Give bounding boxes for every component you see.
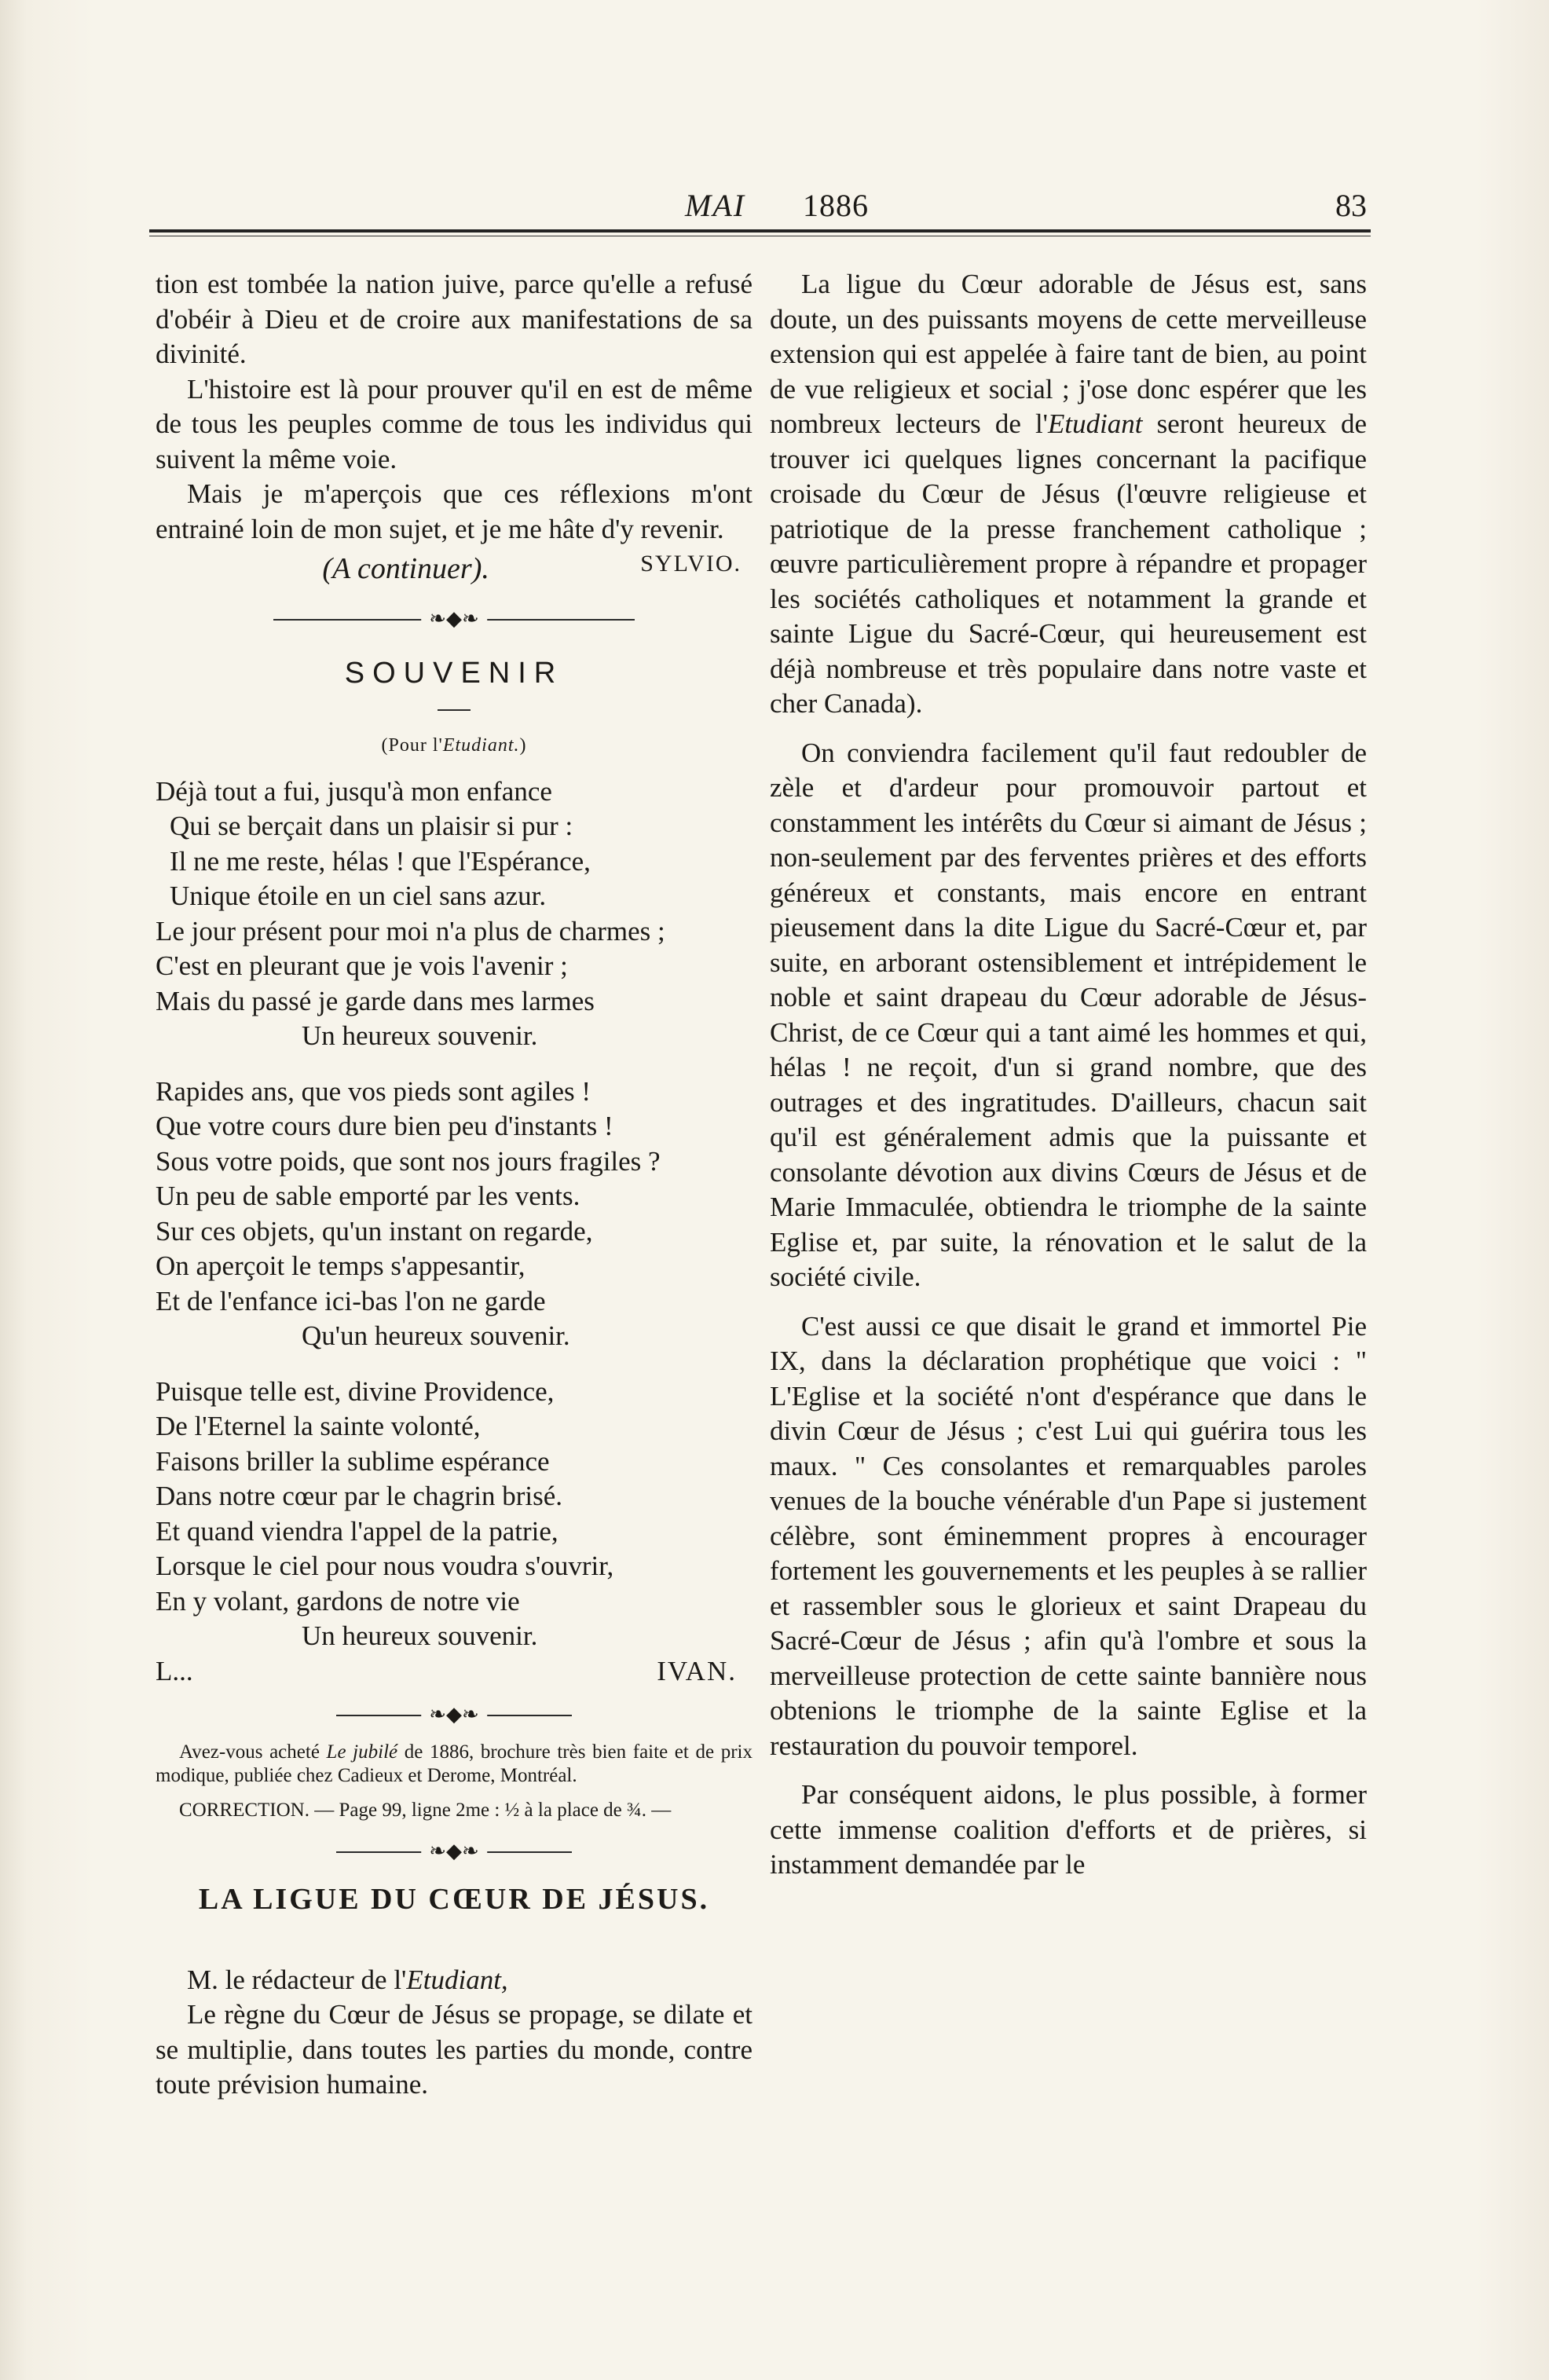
header-month: MAI [685,188,746,223]
paragraph-histoire: L'histoire est là pour prouver qu'il en est de même de tous les peuples comme de tous les individus qui suivent la même voie. [156,373,753,474]
poem-line: Sous votre poids, que sont nos jours fragiles ? [156,1145,661,1177]
page-header [157,187,1367,234]
ornament-icon: ❧◆❧ [421,1837,487,1866]
poem-line: Le jour présent pour moi n'a plus de charmes ; [156,915,665,947]
poem-line: Puisque telle est, divine Providence, [156,1375,555,1407]
ornament-icon: ❧◆❧ [421,1701,487,1729]
header-rule-thick [149,229,1371,233]
poem-refrain: Qu'un heureux souvenir. [302,1320,570,1351]
poem-refrain: Un heureux souvenir. [302,1020,538,1051]
poem-line: Et quand viendra l'appel de la patrie, [156,1515,558,1547]
ligue-etudiant: Etudiant [1047,408,1143,439]
notice-jubile [156,1741,753,1788]
paragraph-regne: Le règne du Cœur de Jésus se propage, se dilate et se multiplie, dans toutes les parties du monde, contre toute prévision humaine. [156,1999,753,2100]
salutation-name: Etudiant, [406,1964,508,1995]
poem-line: Lorsque le ciel pour nous voudra s'ouvrir, [156,1551,614,1581]
paragraph-aidons: Par conséquent aidons, le plus possible, à former cette immense coalition d'efforts et de prières, si instamment demandée par le [770,1779,1367,1880]
poem-line: Sur ces objets, qu'un instant on regarde, [156,1215,593,1247]
poem-line: Que votre cours dure bien peu d'instants ! [156,1111,613,1141]
poem-line: On aperçoit le temps s'appesantir, [156,1250,525,1281]
notice-text-a: Avez-vous acheté [179,1741,327,1763]
left-column [156,267,753,2103]
reflexions-text: Mais je m'aperçois que ces réflexions m'ont entrainé loin de mon sujet, et je me hâte d'y revenir. [156,478,753,544]
poem-line: Il ne me reste, hélas ! que l'Espérance, [170,845,591,877]
page-number: 83 [1335,188,1367,223]
header-year: 1886 [803,188,869,223]
poem-line: Un peu de sable emporté par les vents. [156,1181,580,1211]
paragraph-conviendra: On conviendra facilement qu'il faut redoubler de zèle et d'ardeur pour promouvoir partout et constamment les intérêts du Cœur si aimant de Jésus ; non-seulement par des ferventes prières et des efforts généreux et constants, mais encore en entrant pieusement dans la dite Ligue du Sacré-Cœur et, par suite, en arborant ostensiblement et intrépidement le noble et saint drapeau du Cœur adorable de Jésus-Christ, de ce Cœur qui a tant aimé les hommes et qui, hélas ! ne reçoit, d'un si grand nombre, que des outrages et des ingratitudes. D'ailleurs, chacun sait qu'il est généralement admis que la puissante et consolante dévotion aux divins Cœurs de Jésus et de Marie Immaculée, obtiendra le triomphe de la sainte Eglise et, par suite, la rénovation et le salut de la société civile. [770,737,1367,1292]
to-be-continued: (A continuer). [322,552,489,585]
ligue-text-b: seront heureux de trouver ici quelques lignes concernant la pacifique croisade du Cœur de Jésus (l'œuvre religieuse et patriotique de la presse franchement catholique ; œuvre particulièrement propre à répandre et propager les sociétés catholiques et notamment la grande et sainte Ligue du Sacré-Cœur, qui heureusement est déjà nombreuse et très populaire dans notre vaste et cher Canada). [770,408,1368,719]
poem-signature [156,1654,753,1690]
correction-note: CORRECTION. — Page 99, ligne 2me : ½ à la place de ¾. — [179,1800,672,1821]
poem-souvenir [156,774,753,1690]
souvenir-title: SOUVENIR [344,656,564,690]
poem-line: Dans notre cœur par le chagrin brisé. [156,1481,562,1511]
pour-prefix: (Pour l' [381,735,443,756]
ornament-icon: ❧◆❧ [421,605,487,633]
salutation-text: M. le rédacteur de l' [187,1964,407,1995]
poem-line: Déjà tout a fui, jusqu'à mon enfance [156,775,552,807]
ornament-divider [273,606,635,630]
editor-salutation [156,1963,753,1998]
ligue-text-a: La ligue du Cœur adorable de Jésus est, sans doute, un des puissants moyens de cette merveilleuse extension qui est appelée à faire tant de bien, au point de vue religieux et social ; j'ose donc espérer que les nombreux lecteurs de l' [770,269,1367,439]
signature-ivan: IVAN. [657,1655,737,1686]
poem-line: En y volant, gardons de notre vie [156,1585,520,1617]
paragraph-ligue-moyen [770,267,1367,722]
poem-line: De l'Eternel la sainte volonté, [156,1411,481,1441]
signature-initial: L... [156,1655,193,1686]
pour-name: Etudiant. [442,735,520,756]
pour-suffix: ) [519,735,527,756]
poem-line: Qui se berçait dans un plaisir si pur : [170,811,573,841]
poem-line: Rapides ans, que vos pieds sont agiles ! [156,1075,591,1107]
pour-etudiant [156,728,753,763]
ornament-divider [336,1840,572,1862]
poem-line: Et de l'enfance ici-bas l'on ne garde [156,1285,546,1316]
notice-title: Le jubilé [326,1741,398,1763]
poem-line: C'est en pleurant que je vois l'avenir ; [156,950,568,981]
ornament-divider [336,1703,572,1726]
poem-line: Faisons briller la sublime espérance [156,1445,550,1477]
ligue-title: LA LIGUE DU CŒUR DE JÉSUS. [198,1883,710,1916]
signature-sylvio: SYLVIO. [640,551,742,577]
paragraph-pie-ix: C'est aussi ce que disait le grand et immortel Pie IX, dans la déclaration prophétique que voici : " L'Eglise et la société n'ont d'espérance que dans le divin Cœur de Jésus ; c'est Lui qui guérira tous les maux. " Ces consolantes et remarquables paroles venues de la bouche vénérable d'un Pape si justement célèbre, sont éminemment propres à encourager fortement les gouvernements et les peuples à se rallier et rassembler sous le glorieux et saint Drapeau du Sacré-Cœur de Jésus ; afin qu'à l'ombre et sous la merveilleuse protection de cette sainte bannière nous obtenions le triomphe de la sainte Eglise et la restauration du pouvoir temporel. [770,1310,1367,1761]
paragraph-continued: tion est tombée la nation juive, parce qu'elle a refusé d'obéir à Dieu et de croire aux manifestations de sa divinité. [156,269,753,369]
right-column [770,267,1367,1883]
short-rule [438,709,471,711]
poem-refrain: Un heureux souvenir. [302,1620,538,1651]
poem-line: Mais du passé je garde dans mes larmes [156,985,595,1016]
notice-text-b: de 1886, brochure très bien faite et de prix modique, publiée chez Cadieux et Derome, Montréal. [156,1741,753,1786]
poem-line: Unique étoile en un ciel sans azur. [170,881,547,911]
